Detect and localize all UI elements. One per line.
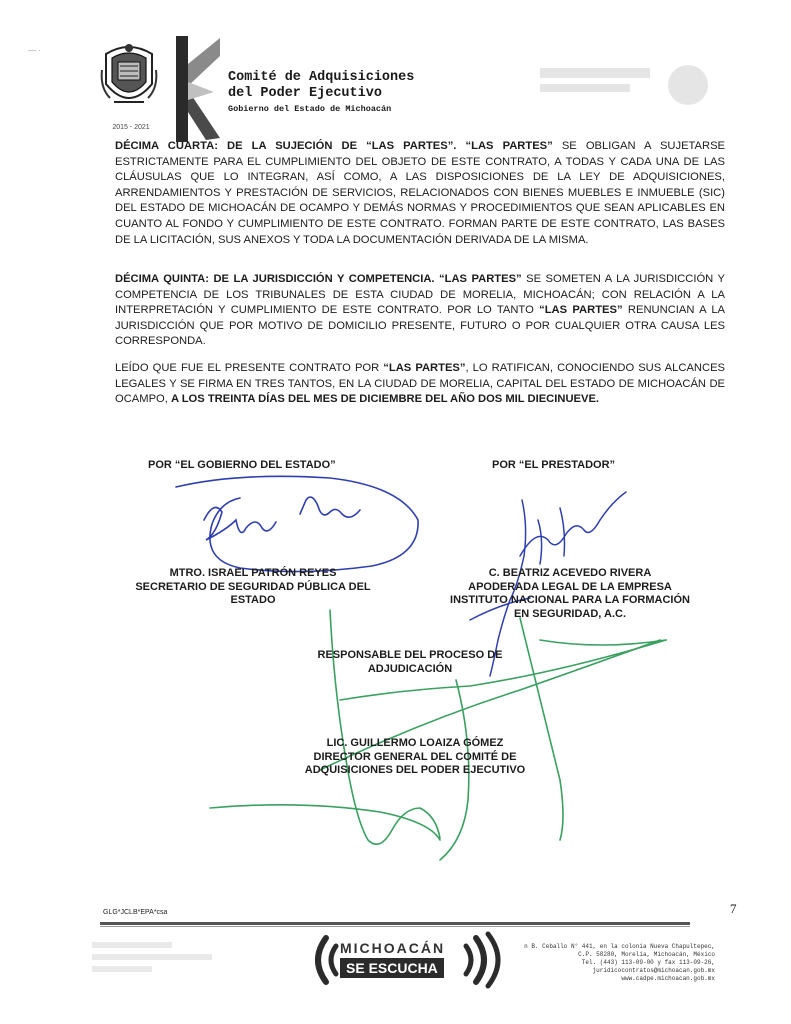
signatory-director: [270, 737, 560, 778]
signatory-title: SECRETARIO DE SEGURIDAD PÚBLICA DEL: [135, 580, 371, 593]
signatory-title: INSTITUTO NACIONAL PARA LA FORMACIÓN: [450, 594, 690, 606]
signature-green: [210, 610, 666, 860]
committee-k-logo-icon: [172, 34, 224, 144]
brand-line1: MICHOACÁN: [340, 940, 446, 956]
closing-paragraph: LEÍDO QUE FUE EL PRESENTE CONTRATO POR “LAS PARTES”, LO RATIFICAN, CONOCIENDO SUS ALCANCES LEGALES Y SE FIRMA EN TRES TANTOS, EN LA CIUDAD DE MORELIA, CAPITAL DEL ESTADO DE MICHOACÁN DE OCAMPO, A LOS TREINTA DÍAS DEL MES DE DICIEMBRE DEL AÑO DOS MIL DIECINUEVE.: [115, 362, 725, 406]
signatory-name: LIC. GUILLERMO LOAIZA GÓMEZ: [326, 737, 504, 749]
signature-label-government: POR “EL GOBIERNO DEL ESTADO”: [148, 459, 336, 471]
signature-label-provider: POR “EL PRESTADOR”: [492, 459, 616, 471]
signature-government: [176, 476, 418, 571]
signatory-title: DIRECTOR GENERAL DEL COMITÉ DE: [313, 750, 517, 763]
responsible-label: RESPONSABLE DEL PROCESO DE ADJUDICACIÓN: [317, 649, 503, 675]
footer-email: juridicocontratos@michoacan.gob.mx: [592, 967, 715, 974]
signatory-title: ESTADO: [230, 594, 276, 606]
signatory-provider: [430, 567, 710, 621]
faded-footer-logo-icon: [92, 938, 272, 978]
brand-line2: SE ESCUCHA: [340, 958, 444, 978]
clause-decima-quinta: DÉCIMA QUINTA: DE LA JURISDICCIÓN Y COMPETENCIA. “LAS PARTES” SE SOMETEN A LA JURISDICCIÓN Y COMPETENCIA DE LOS TRIBUNALES DE ESTA CIUDAD DE MORELIA, MICHOACÁN; CON RELACIÓN A LA INTERPRETACIÓN Y CUMPLIMIENTO DE ESTE CONTRATO. POR LO TANTO “LAS PARTES” RENUNCIAN A LA JURISDICCIÓN QUE POR MOTIVO DE DOMICILIO PRESENTE, FUTURO O POR CUALQUIER OTRA CAUSA LES CORRESPONDA.: [115, 273, 726, 348]
state-seal-icon: [100, 40, 158, 112]
signatory-title: APODERADA LEGAL DE LA EMPRESA: [468, 580, 672, 593]
initials: GLG*JCLB*EPA*csa: [103, 909, 168, 916]
footer-website: www.cadpe.michoacan.gob.mx: [621, 975, 715, 982]
signatory-title: EN SEGURIDAD, A.C.: [513, 607, 627, 620]
signatory-government: [118, 567, 388, 608]
footer-divider-thin: [100, 926, 690, 927]
footer-address: n B. Ceballo N° 441, en la colonia Nueva Chapultepec, C.P. 58280, Morelia, Michoacán, México Tel. (443) 113-09-00 y fax 113-09-26, juridicocontratos@michoacan.gob.mx www.cadpe.michoacan.gob.mx: [505, 943, 715, 983]
scan-mark: — ·: [28, 46, 41, 55]
org-subtitle: Gobierno del Estado de Michoacán: [228, 104, 392, 114]
signatory-title: ADQUISICIONES DEL PODER EJECUTIVO: [304, 764, 526, 776]
footer-divider: [100, 922, 690, 925]
signatory-name: MTRO. ISRAEL PATRÓN REYES: [169, 567, 337, 579]
page-number: 7: [730, 901, 737, 916]
org-name-line2: del Poder Ejecutivo: [228, 86, 382, 101]
bleed-through-logo-icon: [540, 60, 710, 110]
signatory-name: C. BEATRIZ ACEVEDO RIVERA: [488, 567, 652, 579]
seal-years: 2015 - 2021: [112, 124, 150, 131]
clause-decima-cuarta: DÉCIMA CUARTA: DE LA SUJECIÓN DE “LAS PARTES”. “LAS PARTES” SE OBLIGAN A SUJETARSE ESTRICTAMENTE PARA EL CUMPLIMIENTO DEL OBJETO DE ESTE CONTRATO, A TODAS Y CADA UNA DE LAS CLÁUSULAS QUE LO INTEGRAN, ASÍ COMO, A LAS DISPOSICIONES DE LA LEY DE ADQUISICIONES, ARRENDAMIENTOS Y PRESTACIÓN DE SERVICIOS, RELACIONADOS CON BIENES MUEBLES E INMUEBLE (SIC) DEL ESTADO DE MICHOACÁN DE OCAMPO Y DEMÁS NORMAS Y PROCEDIMIENTOS QUE SEAN APLICABLES EN CUANTO AL FONDO Y CUMPLIMIENTO DE ESTE CONTRATO. FORMAN PARTE DE ESTE CONTRATO, LAS BASES DE LA LICITACIÓN, SUS ANEXOS Y TODA LA DOCUMENTACIÓN DERIVADA DE LA MISMA.: [115, 140, 726, 246]
org-name-line1: Comité de Adquisiciones: [228, 70, 415, 85]
